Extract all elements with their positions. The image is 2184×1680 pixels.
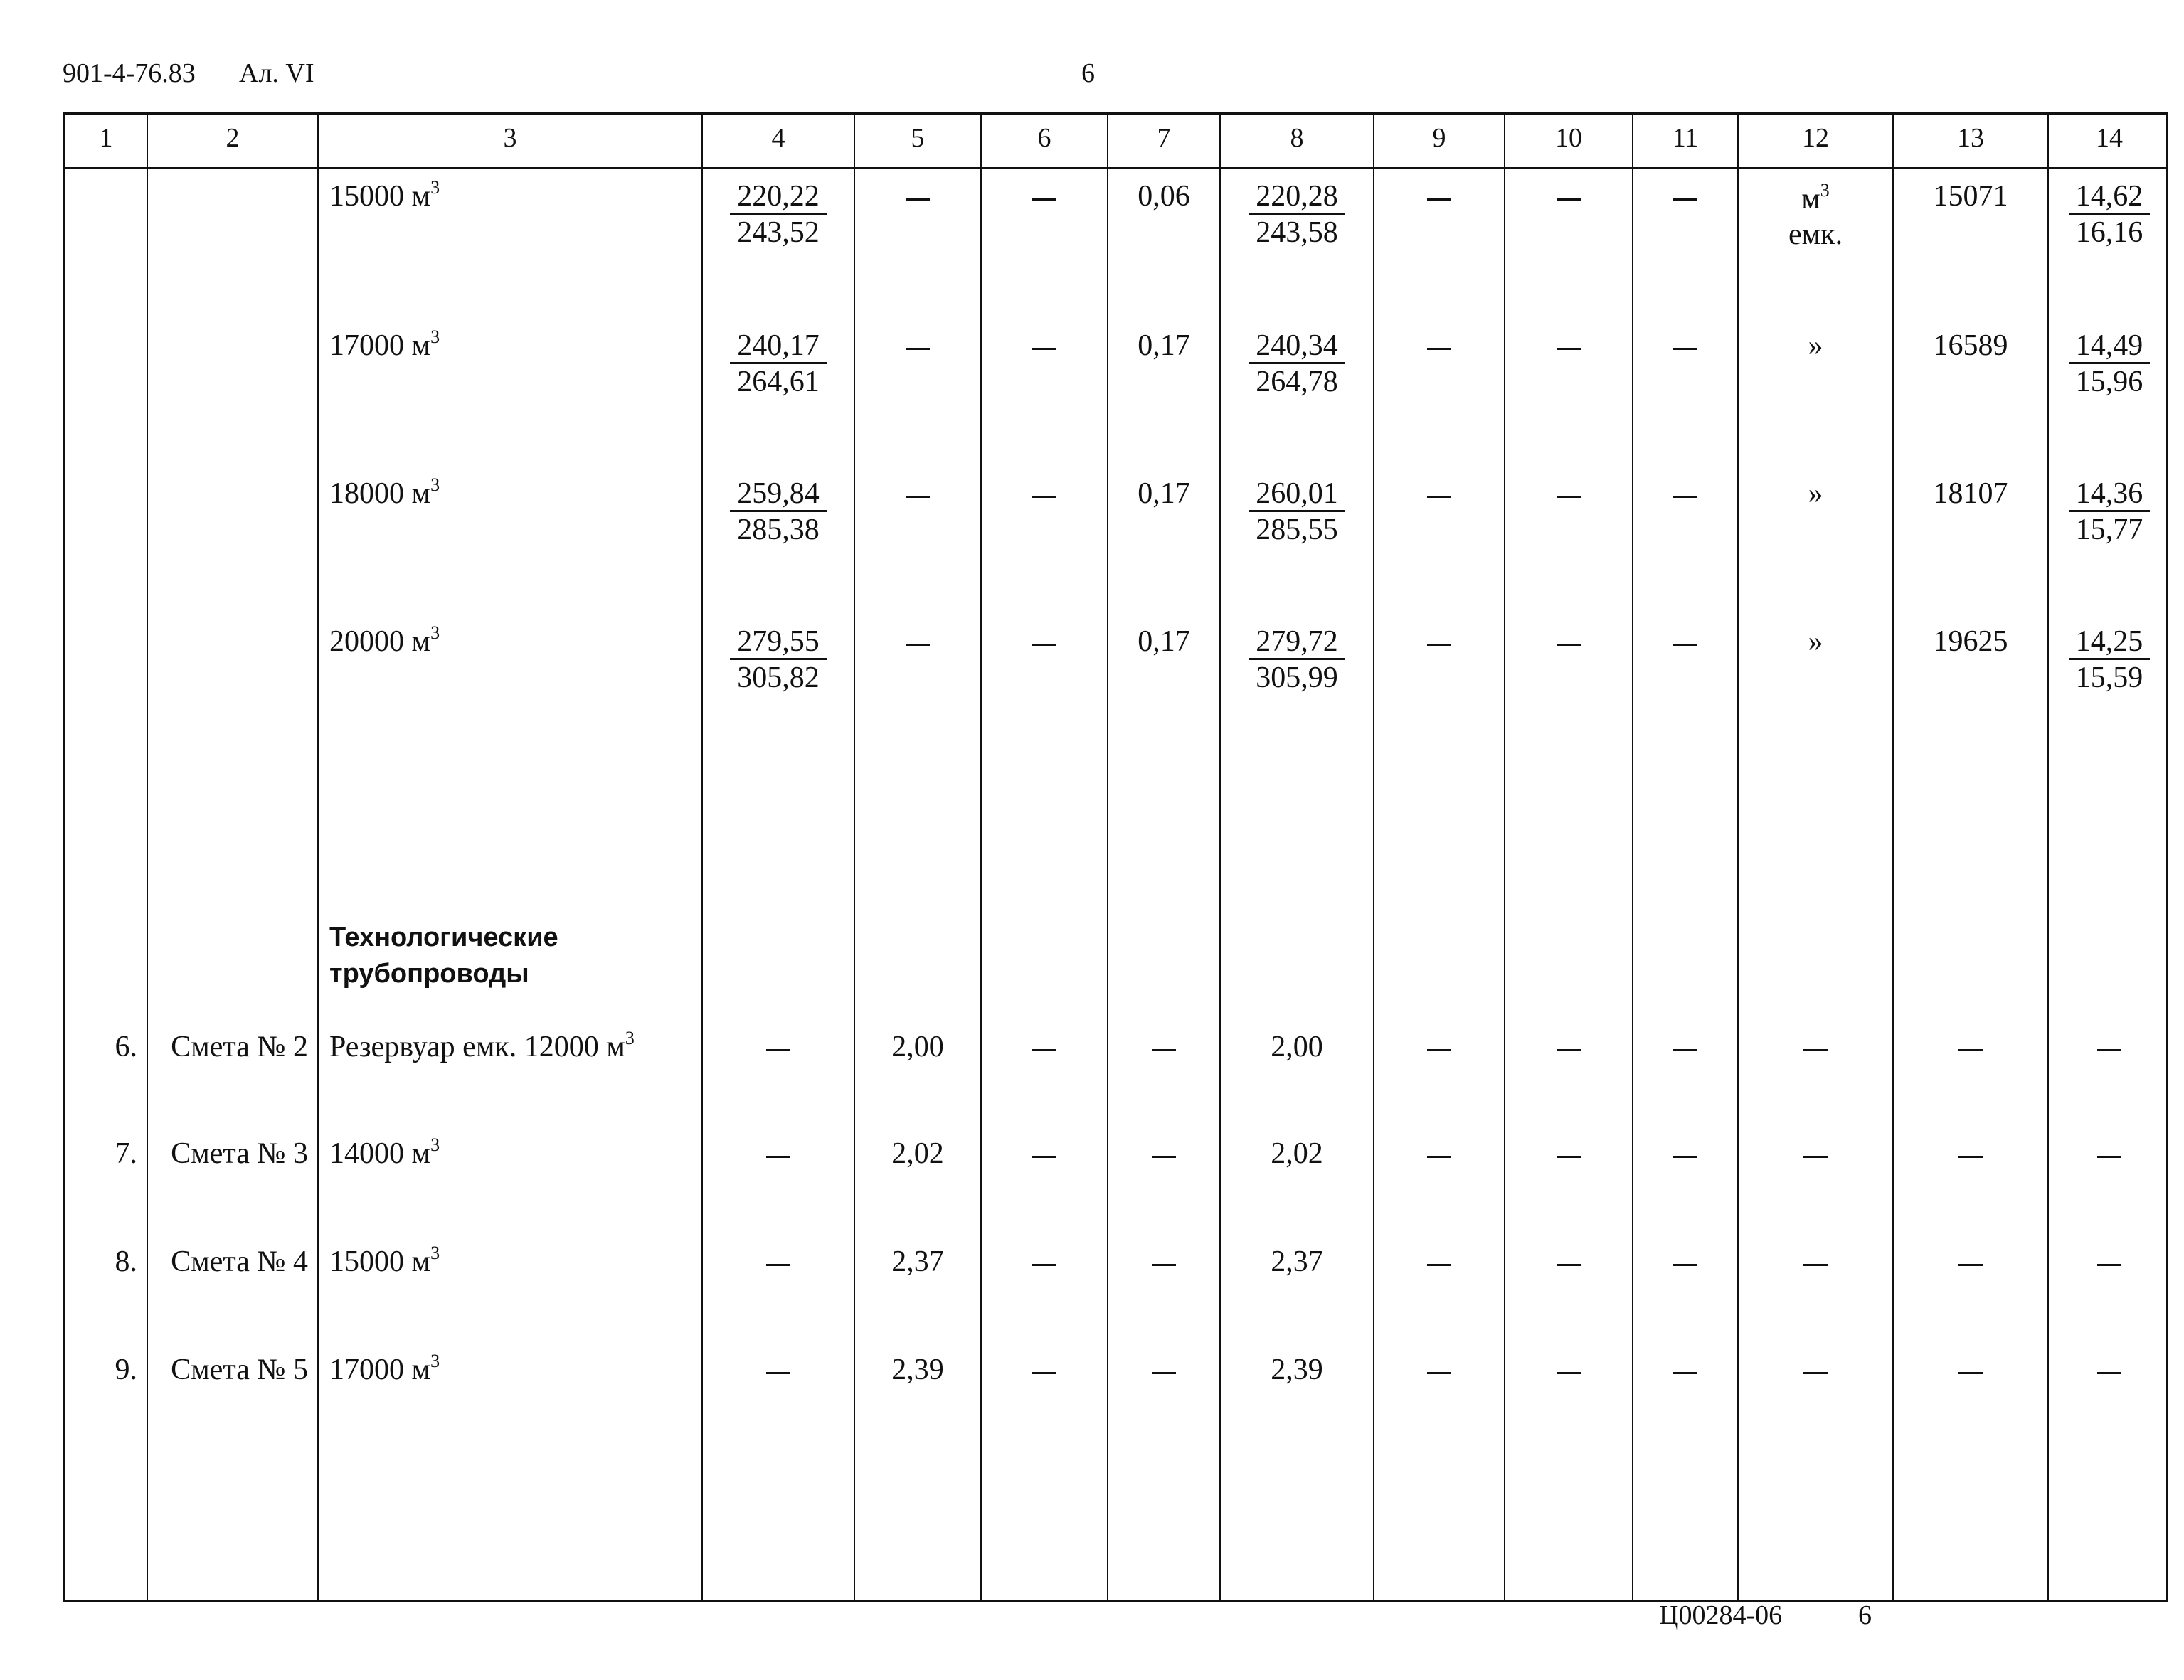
estimate-reference-text: Смета № 3 — [171, 1137, 308, 1170]
cell-col13-text: 15071 — [1933, 180, 2008, 213]
fraction-numerator: 14,25 — [2069, 627, 2151, 660]
fraction-denominator: 15,96 — [2075, 366, 2143, 398]
dash-mark — [766, 1372, 790, 1374]
estimate-reference — [147, 1247, 318, 1277]
section-title-line1: Технологические — [329, 923, 558, 952]
unit-cell — [1738, 181, 1893, 253]
dash-mark — [2097, 1372, 2121, 1374]
dash-mark — [1032, 1049, 1056, 1051]
dash-mark — [1673, 198, 1697, 201]
fraction-numerator: 259,84 — [730, 479, 827, 512]
dash-mark — [1427, 348, 1451, 350]
dash-mark — [1032, 198, 1056, 201]
dash-mark — [1803, 1049, 1828, 1051]
fraction-value — [1220, 479, 1374, 545]
column-header: 8 — [1290, 123, 1304, 153]
dash-mark — [766, 1156, 790, 1158]
cell-col7 — [1108, 181, 1220, 211]
dash-mark — [1032, 1156, 1056, 1158]
dash-mark — [1032, 348, 1056, 350]
cell-col8 — [1220, 1139, 1374, 1169]
dash-mark — [1152, 1264, 1176, 1266]
dash-mark — [906, 644, 930, 646]
cell-col13 — [1893, 181, 2048, 211]
ditto-mark — [1738, 331, 1893, 361]
unit-superscript: 3 — [430, 177, 440, 198]
dash-mark — [1803, 1372, 1828, 1374]
row-number — [65, 1247, 147, 1277]
dash-mark — [1958, 1156, 1983, 1158]
dash-mark — [1673, 1264, 1697, 1266]
ditto-mark-text: » — [1808, 477, 1823, 510]
fraction-value — [1220, 627, 1374, 693]
unit-superscript: 3 — [430, 1351, 440, 1371]
dash-mark — [1557, 198, 1581, 201]
dash-mark — [1427, 198, 1451, 201]
column-header: 12 — [1802, 123, 1829, 153]
dash-mark — [1032, 1372, 1056, 1374]
row-number-text: 7. — [115, 1137, 137, 1170]
cell-col8 — [1220, 1032, 1374, 1062]
dash-mark — [1152, 1049, 1176, 1051]
ditto-mark — [1738, 479, 1893, 509]
dash-mark — [766, 1049, 790, 1051]
unit-superscript: 3 — [1820, 180, 1830, 201]
unit-superscript: 3 — [430, 474, 440, 495]
header-divider — [65, 167, 2166, 169]
row-number — [65, 1032, 147, 1062]
cell-col13 — [1893, 331, 2048, 361]
fraction-denominator: 285,55 — [1256, 514, 1338, 546]
sheet-label: Ал. VI — [239, 58, 314, 88]
column-divider — [1504, 115, 1505, 1600]
cell-col8 — [1220, 1247, 1374, 1277]
fraction-numerator: 14,49 — [2069, 331, 2151, 364]
cell-col5 — [854, 1139, 981, 1169]
column-header: 7 — [1157, 123, 1171, 153]
document-code: 901-4-76.83 — [63, 58, 196, 88]
fraction-numerator: 240,17 — [730, 331, 827, 364]
unit-cell-line1: м — [1801, 183, 1820, 216]
cell-col5-text: 2,39 — [891, 1354, 944, 1386]
fraction-numerator: 279,55 — [730, 627, 827, 660]
fraction-denominator: 285,38 — [737, 514, 820, 546]
item-name-text: 18000 м — [329, 477, 431, 510]
dash-mark — [1803, 1264, 1828, 1266]
dash-mark — [1673, 496, 1697, 498]
cell-col7-text: 0,06 — [1138, 180, 1190, 213]
fraction-denominator: 264,78 — [1256, 366, 1338, 398]
item-name — [318, 1028, 702, 1063]
fraction-denominator: 16,16 — [2075, 216, 2143, 249]
dash-mark — [2097, 1156, 2121, 1158]
column-divider — [1632, 115, 1633, 1600]
estimate-reference — [147, 1139, 318, 1169]
dash-mark — [1152, 1372, 1176, 1374]
fraction-numerator: 260,01 — [1249, 479, 1345, 512]
fraction-value — [702, 627, 854, 693]
cell-col13-text: 18107 — [1933, 477, 2008, 510]
dash-mark — [1557, 1156, 1581, 1158]
fraction-value — [702, 181, 854, 248]
estimate-reference-text: Смета № 5 — [171, 1354, 308, 1386]
dash-mark — [1803, 1156, 1828, 1158]
fraction-value — [702, 331, 854, 397]
unit-superscript: 3 — [625, 1028, 635, 1048]
cell-col7-text: 0,17 — [1138, 477, 1190, 510]
fraction-denominator: 264,61 — [737, 366, 820, 398]
estimate-reference — [147, 1355, 318, 1385]
row-number-text: 9. — [115, 1354, 137, 1386]
dash-mark — [1032, 1264, 1056, 1266]
cell-col8 — [1220, 1355, 1374, 1385]
fraction-numerator: 240,34 — [1249, 331, 1345, 364]
dash-mark — [1032, 496, 1056, 498]
dash-mark — [1673, 1372, 1697, 1374]
cell-col8-text: 2,02 — [1271, 1137, 1323, 1170]
estimate-reference-text: Смета № 4 — [171, 1245, 308, 1278]
estimate-reference-text: Смета № 2 — [171, 1031, 308, 1063]
fraction-value — [2048, 331, 2170, 397]
item-name-text: 15000 м — [329, 180, 431, 213]
dash-mark — [1427, 1156, 1451, 1158]
dash-mark — [1557, 348, 1581, 350]
dash-mark — [1557, 1372, 1581, 1374]
dash-mark — [1427, 1372, 1451, 1374]
fraction-numerator: 279,72 — [1249, 627, 1345, 660]
fraction-numerator: 14,62 — [2069, 181, 2151, 215]
column-header: 10 — [1555, 123, 1582, 153]
column-header: 14 — [2096, 123, 2123, 153]
dash-mark — [1152, 1156, 1176, 1158]
item-name-text: 14000 м — [329, 1137, 431, 1170]
dash-mark — [2097, 1264, 2121, 1266]
cell-col8-text: 2,37 — [1271, 1245, 1323, 1278]
column-header: 3 — [503, 123, 517, 153]
cell-col7 — [1108, 479, 1220, 509]
ditto-mark-text: » — [1808, 329, 1823, 362]
row-number-text: 8. — [115, 1245, 137, 1278]
unit-superscript: 3 — [430, 1134, 440, 1155]
item-name-text: Резервуар емк. 12000 м — [329, 1031, 625, 1063]
fraction-denominator: 305,99 — [1256, 661, 1338, 694]
item-name — [318, 1243, 702, 1278]
unit-superscript: 3 — [430, 326, 440, 347]
dash-mark — [2097, 1049, 2121, 1051]
cell-col5 — [854, 1247, 981, 1277]
ditto-mark — [1738, 627, 1893, 656]
fraction-value — [702, 479, 854, 545]
column-header: 9 — [1432, 123, 1446, 153]
dash-mark — [1427, 1049, 1451, 1051]
estimate-reference — [147, 1032, 318, 1062]
cell-col5-text: 2,37 — [891, 1245, 944, 1278]
dash-mark — [766, 1264, 790, 1266]
column-header: 4 — [771, 123, 785, 153]
item-name-text: 17000 м — [329, 329, 431, 362]
item-name — [318, 474, 702, 510]
cell-col5 — [854, 1355, 981, 1385]
item-name — [318, 1351, 702, 1386]
row-number — [65, 1355, 147, 1385]
unit-superscript: 3 — [430, 1243, 440, 1263]
dash-mark — [1427, 496, 1451, 498]
fraction-denominator: 15,77 — [2075, 514, 2143, 546]
cell-col13 — [1893, 627, 2048, 656]
dash-mark — [1673, 1156, 1697, 1158]
dash-mark — [906, 348, 930, 350]
cell-col7 — [1108, 331, 1220, 361]
cell-col7-text: 0,17 — [1138, 329, 1190, 362]
estimate-table — [63, 112, 2168, 1602]
column-header: 5 — [911, 123, 925, 153]
cell-col7 — [1108, 627, 1220, 656]
cell-col5 — [854, 1032, 981, 1062]
cell-col13-text: 16589 — [1933, 329, 2008, 362]
dash-mark — [1557, 1264, 1581, 1266]
fraction-numerator: 220,22 — [730, 181, 827, 215]
item-name — [318, 177, 702, 213]
footer-code: Ц00284-06 — [1659, 1600, 1783, 1630]
unit-superscript: 3 — [430, 622, 440, 643]
item-name — [318, 1134, 702, 1170]
dash-mark — [1958, 1264, 1983, 1266]
cell-col13-text: 19625 — [1933, 625, 2008, 658]
fraction-value — [2048, 181, 2170, 248]
item-name — [318, 326, 702, 362]
fraction-denominator: 305,82 — [737, 661, 820, 694]
cell-col5-text: 2,00 — [891, 1031, 944, 1063]
dash-mark — [1673, 644, 1697, 646]
dash-mark — [1958, 1372, 1983, 1374]
page-number: 6 — [1081, 58, 1095, 88]
dash-mark — [1673, 348, 1697, 350]
section-title — [318, 920, 702, 993]
fraction-denominator: 243,52 — [737, 216, 820, 249]
cell-col7-text: 0,17 — [1138, 625, 1190, 658]
fraction-value — [1220, 331, 1374, 397]
dash-mark — [906, 198, 930, 201]
row-number — [65, 1139, 147, 1169]
dash-mark — [1032, 644, 1056, 646]
item-name-text: 17000 м — [329, 1354, 431, 1386]
item-name-text: 15000 м — [329, 1245, 431, 1278]
fraction-numerator: 14,36 — [2069, 479, 2151, 512]
column-header: 6 — [1037, 123, 1051, 153]
unit-cell-line2: емк. — [1788, 218, 1843, 252]
section-title-line2: трубопроводы — [329, 959, 529, 989]
cell-col8-text: 2,00 — [1271, 1031, 1323, 1063]
fraction-denominator: 15,59 — [2075, 661, 2143, 694]
dash-mark — [1557, 496, 1581, 498]
column-header: 2 — [226, 123, 240, 153]
cell-col5-text: 2,02 — [891, 1137, 944, 1170]
fraction-value — [2048, 479, 2170, 545]
fraction-denominator: 243,58 — [1256, 216, 1338, 249]
dash-mark — [1673, 1049, 1697, 1051]
dash-mark — [1427, 1264, 1451, 1266]
ditto-mark-text: » — [1808, 625, 1823, 658]
dash-mark — [1557, 644, 1581, 646]
column-header: 11 — [1672, 123, 1699, 153]
column-header: 1 — [99, 123, 113, 153]
dash-mark — [1958, 1049, 1983, 1051]
cell-col8-text: 2,39 — [1271, 1354, 1323, 1386]
dash-mark — [906, 496, 930, 498]
dash-mark — [1427, 644, 1451, 646]
cell-col13 — [1893, 479, 2048, 509]
fraction-numerator: 220,28 — [1249, 181, 1345, 215]
item-name — [318, 622, 702, 658]
column-header: 13 — [1957, 123, 1984, 153]
footer-page-number: 6 — [1858, 1600, 1872, 1630]
row-number-text: 6. — [115, 1031, 137, 1063]
fraction-value — [2048, 627, 2170, 693]
dash-mark — [1557, 1049, 1581, 1051]
fraction-value — [1220, 181, 1374, 248]
item-name-text: 20000 м — [329, 625, 431, 658]
